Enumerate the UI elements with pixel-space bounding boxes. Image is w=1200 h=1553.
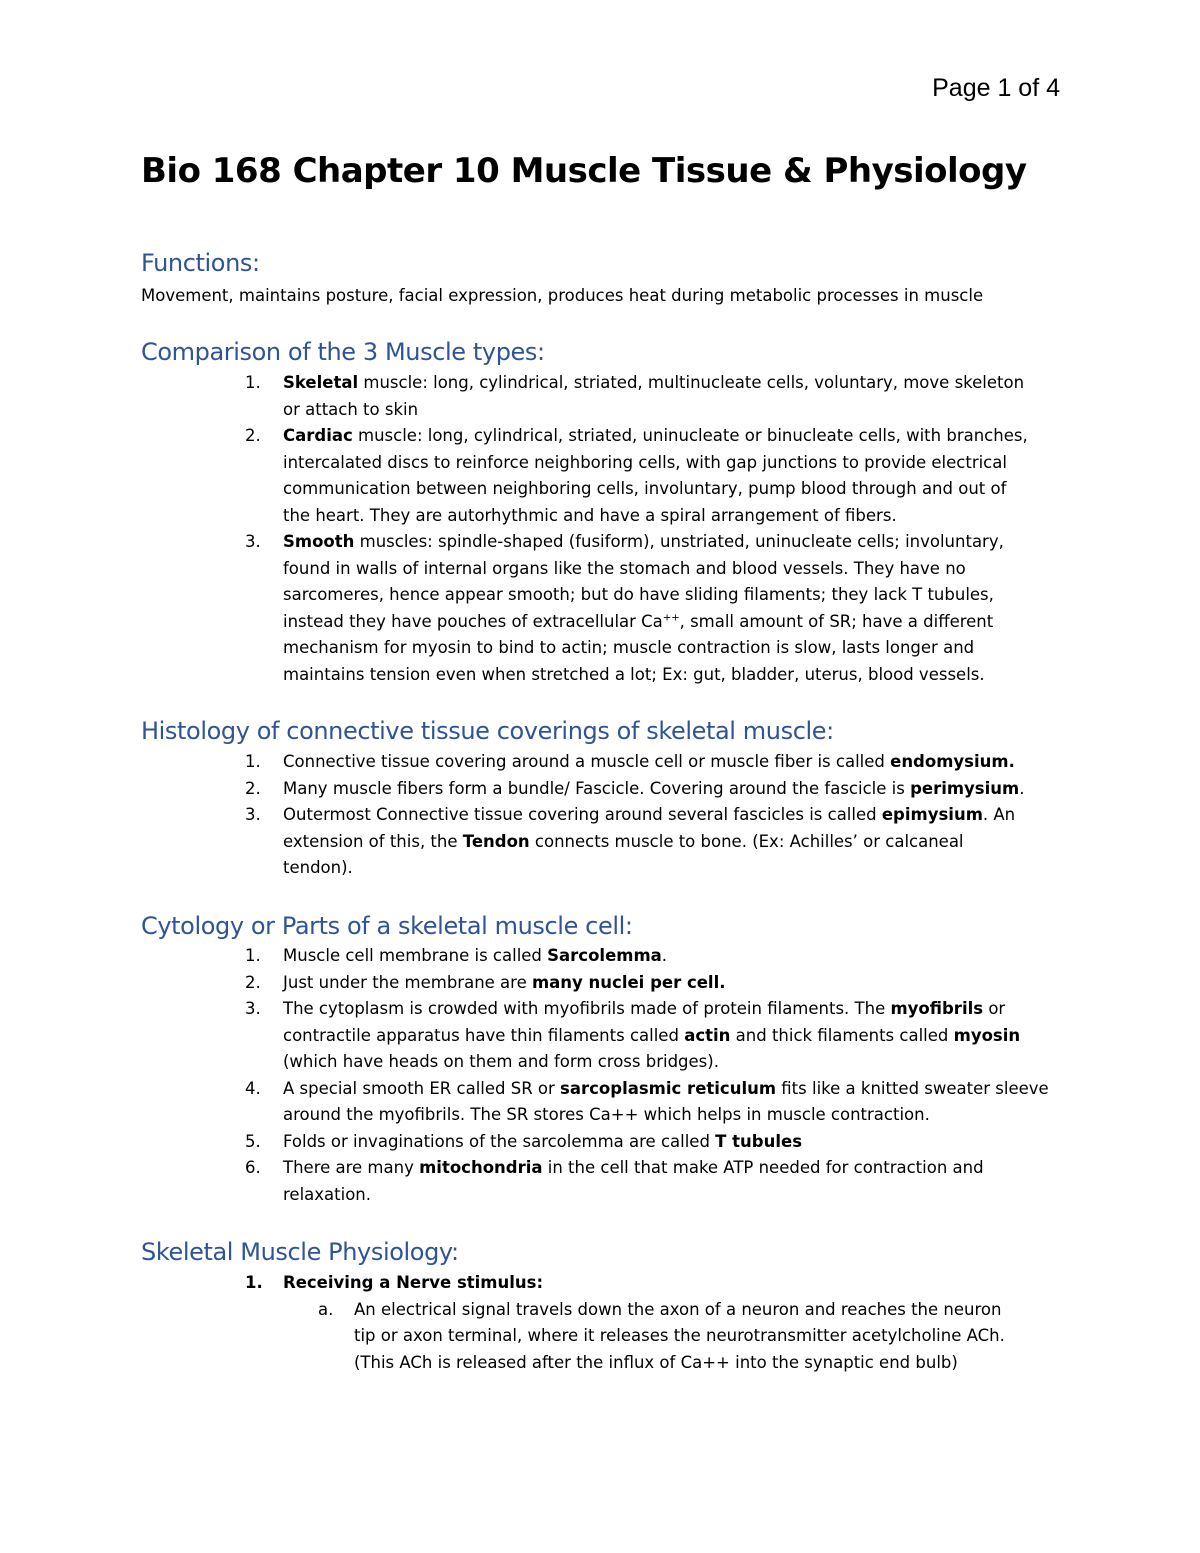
list-item [0,802,1100,882]
text-run: The cytoplasm is crowded with myofibrils made of protein filaments. The [283,999,891,1018]
section-heading-histology: Histology of connective tissue coverings of skeletal muscle: [141,717,834,745]
text-line [283,1155,1100,1182]
list-marker: 1. [245,752,261,771]
list-item [0,423,1100,529]
superscript: ++ [662,612,680,623]
text-line [354,1297,1100,1324]
text-line [283,802,1100,829]
page-number: Page 1 of 4 [932,74,1060,102]
text-run: in the cell that make ATP needed for contraction and [542,1158,984,1177]
text-run: muscle: long, cylindrical, striated, multinucleate cells, voluntary, move skeleton [358,373,1025,392]
bold-term: Tendon [462,831,530,851]
text-run: (which have heads on them and form cross bridges). [283,1052,719,1071]
bold-term: T tubules [715,1131,803,1151]
list-item [0,996,1100,1076]
text-line [283,1023,1100,1050]
text-line [283,450,1100,477]
text-run: There are many [283,1158,420,1177]
list-item [0,749,1100,776]
list-marker: 4. [245,1078,261,1098]
bold-term: mitochondria [419,1158,543,1177]
text-line [283,662,1100,689]
text-line [283,476,1100,503]
text-run: sarcomeres, hence appear smooth; but do have sliding filaments; they lack T tubules, [283,585,994,604]
list-marker: 2. [245,426,261,445]
text-run: . [1019,778,1025,798]
list-item [0,1155,1100,1208]
list-item [0,529,1100,688]
section-heading-physiology: Skeletal Muscle Physiology: [141,1238,459,1266]
list-marker: 3. [245,532,261,551]
text-line [283,1102,1100,1129]
text-line [283,776,1100,803]
bold-term: myosin [953,1025,1021,1045]
list-marker: 3. [245,805,261,824]
text-run: Muscle cell membrane is called [283,946,548,965]
list-marker: 2. [245,778,261,798]
cytology-list [0,943,1100,1208]
text-line [283,1049,1100,1076]
text-run: contractile apparatus have thin filaments called [283,1025,685,1045]
text-line [283,503,1100,530]
text-run: connects muscle to bone. (Ex: Achilles’ or calcaneal [529,831,964,851]
text-run: and thick filaments called [730,1025,954,1045]
bold-term: Sarcolemma [547,946,662,965]
text-run: . An [982,805,1016,824]
text-run: Connective tissue covering around a muscle cell or muscle fiber is called [283,752,891,771]
text-run: found in walls of internal organs like the stomach and blood vessels. They have no [283,558,966,578]
text-line [283,370,1100,397]
list-marker: 1. [245,1273,263,1292]
sub-list-item [0,1297,1100,1377]
physiology-list [0,1270,1100,1376]
list-marker: 6. [245,1158,261,1177]
comparison-list [0,370,1100,688]
text-run: muscles: spindle-shaped (fusiform), unstriated, uninucleate cells; involuntary, [354,532,1004,551]
bold-term: actin [684,1025,731,1045]
text-run: intercalated discs to reinforce neighboring cells, with gap junctions to provide electrical [283,452,1007,472]
text-run: extension of this, the [283,831,463,851]
list-item [0,370,1100,423]
text-run: around the myofibrils. The SR stores Ca++ which helps in muscle contraction. [283,1105,930,1124]
bold-term: many nuclei per cell. [531,972,726,992]
text-run: fits like a knitted sweater sleeve [776,1078,1049,1098]
bold-term: endomysium. [890,752,1015,771]
text-run: communication between neighboring cells, involuntary, pump blood through and out of [283,479,1007,498]
list-item [0,970,1100,997]
text-run: A special smooth ER called SR or [283,1078,561,1098]
text-run: Folds or invaginations of the sarcolemma are called [283,1131,716,1151]
text-run: . [661,946,668,965]
text-line [283,1129,1100,1156]
text-run: or attach to skin [283,399,419,419]
section-heading-comparison: Comparison of the 3 Muscle types: [141,338,545,366]
text-line [283,556,1100,583]
list-marker: 2. [245,972,261,992]
section-heading-functions: Functions: [141,249,260,277]
text-run: (This ACh is released after the influx of Ca++ into the synaptic end bulb) [354,1352,958,1372]
text-run: muscle: long, cylindrical, striated, uninucleate or binucleate cells, with branches, [352,426,1028,445]
text-line [283,749,1100,776]
list-item [0,943,1100,970]
text-run: , small amount of SR; have a different [679,611,994,631]
text-run: the heart. They are autorhythmic and have a spiral arrangement of fibers. [283,505,897,525]
text-line [283,855,1100,882]
list-marker: 1. [245,373,261,392]
text-line [283,529,1100,556]
text-line [283,996,1100,1023]
list-item [0,1270,1100,1297]
text-line [283,397,1100,424]
text-run: An electrical signal travels down the axon of a neuron and reaches the neuron [354,1299,1002,1319]
text-run: Just under the membrane are [283,972,532,992]
list-marker: 5. [245,1131,261,1151]
text-line [354,1350,1100,1377]
text-line [354,1323,1100,1350]
text-run: instead they have pouches of extracellular Ca [283,611,663,631]
text-run: Many muscle fibers form a bundle/ Fascicle. Covering around the fascicle is [283,778,911,798]
text-line [283,609,1100,636]
document-title: Bio 168 Chapter 10 Muscle Tissue & Physiology [141,151,1027,191]
functions-text: Movement, maintains posture, facial expression, produces heat during metabolic processes in muscle [141,286,984,305]
text-run: Outermost Connective tissue covering around several fascicles is called [283,805,882,824]
bold-term: Receiving a Nerve stimulus: [283,1273,544,1292]
list-item [0,1076,1100,1129]
text-run: relaxation. [283,1184,371,1204]
text-run: mechanism for myosin to bind to actin; muscle contraction is slow, lasts longer and [283,638,975,657]
text-run: maintains tension even when stretched a lot; Ex: gut, bladder, uterus, blood vessels. [283,664,985,684]
section-heading-cytology: Cytology or Parts of a skeletal muscle cell: [141,912,633,940]
list-item [0,776,1100,803]
text-line [283,423,1100,450]
text-line [283,635,1100,662]
bold-term: Skeletal [283,373,359,392]
bold-term: Cardiac [283,426,353,445]
text-run: tip or axon terminal, where it releases the neurotransmitter acetylcholine ACh. [354,1326,1005,1345]
text-line [283,1270,1100,1297]
text-line [283,829,1100,856]
text-line [283,1076,1100,1103]
text-run: or [983,999,1006,1018]
list-marker: 3. [245,999,261,1018]
text-line [283,970,1100,997]
text-run: tendon). [283,858,353,877]
text-line [283,582,1100,609]
list-marker: 1. [245,946,261,965]
list-marker: a. [318,1299,334,1319]
text-line [283,1182,1100,1209]
bold-term: sarcoplasmic reticulum [560,1078,777,1098]
bold-term: perimysium [910,778,1020,798]
bold-term: myofibrils [890,999,984,1018]
bold-term: epimysium [881,805,983,824]
bold-term: Smooth [283,532,355,551]
text-line [283,943,1100,970]
list-item [0,1129,1100,1156]
histology-list [0,749,1100,882]
